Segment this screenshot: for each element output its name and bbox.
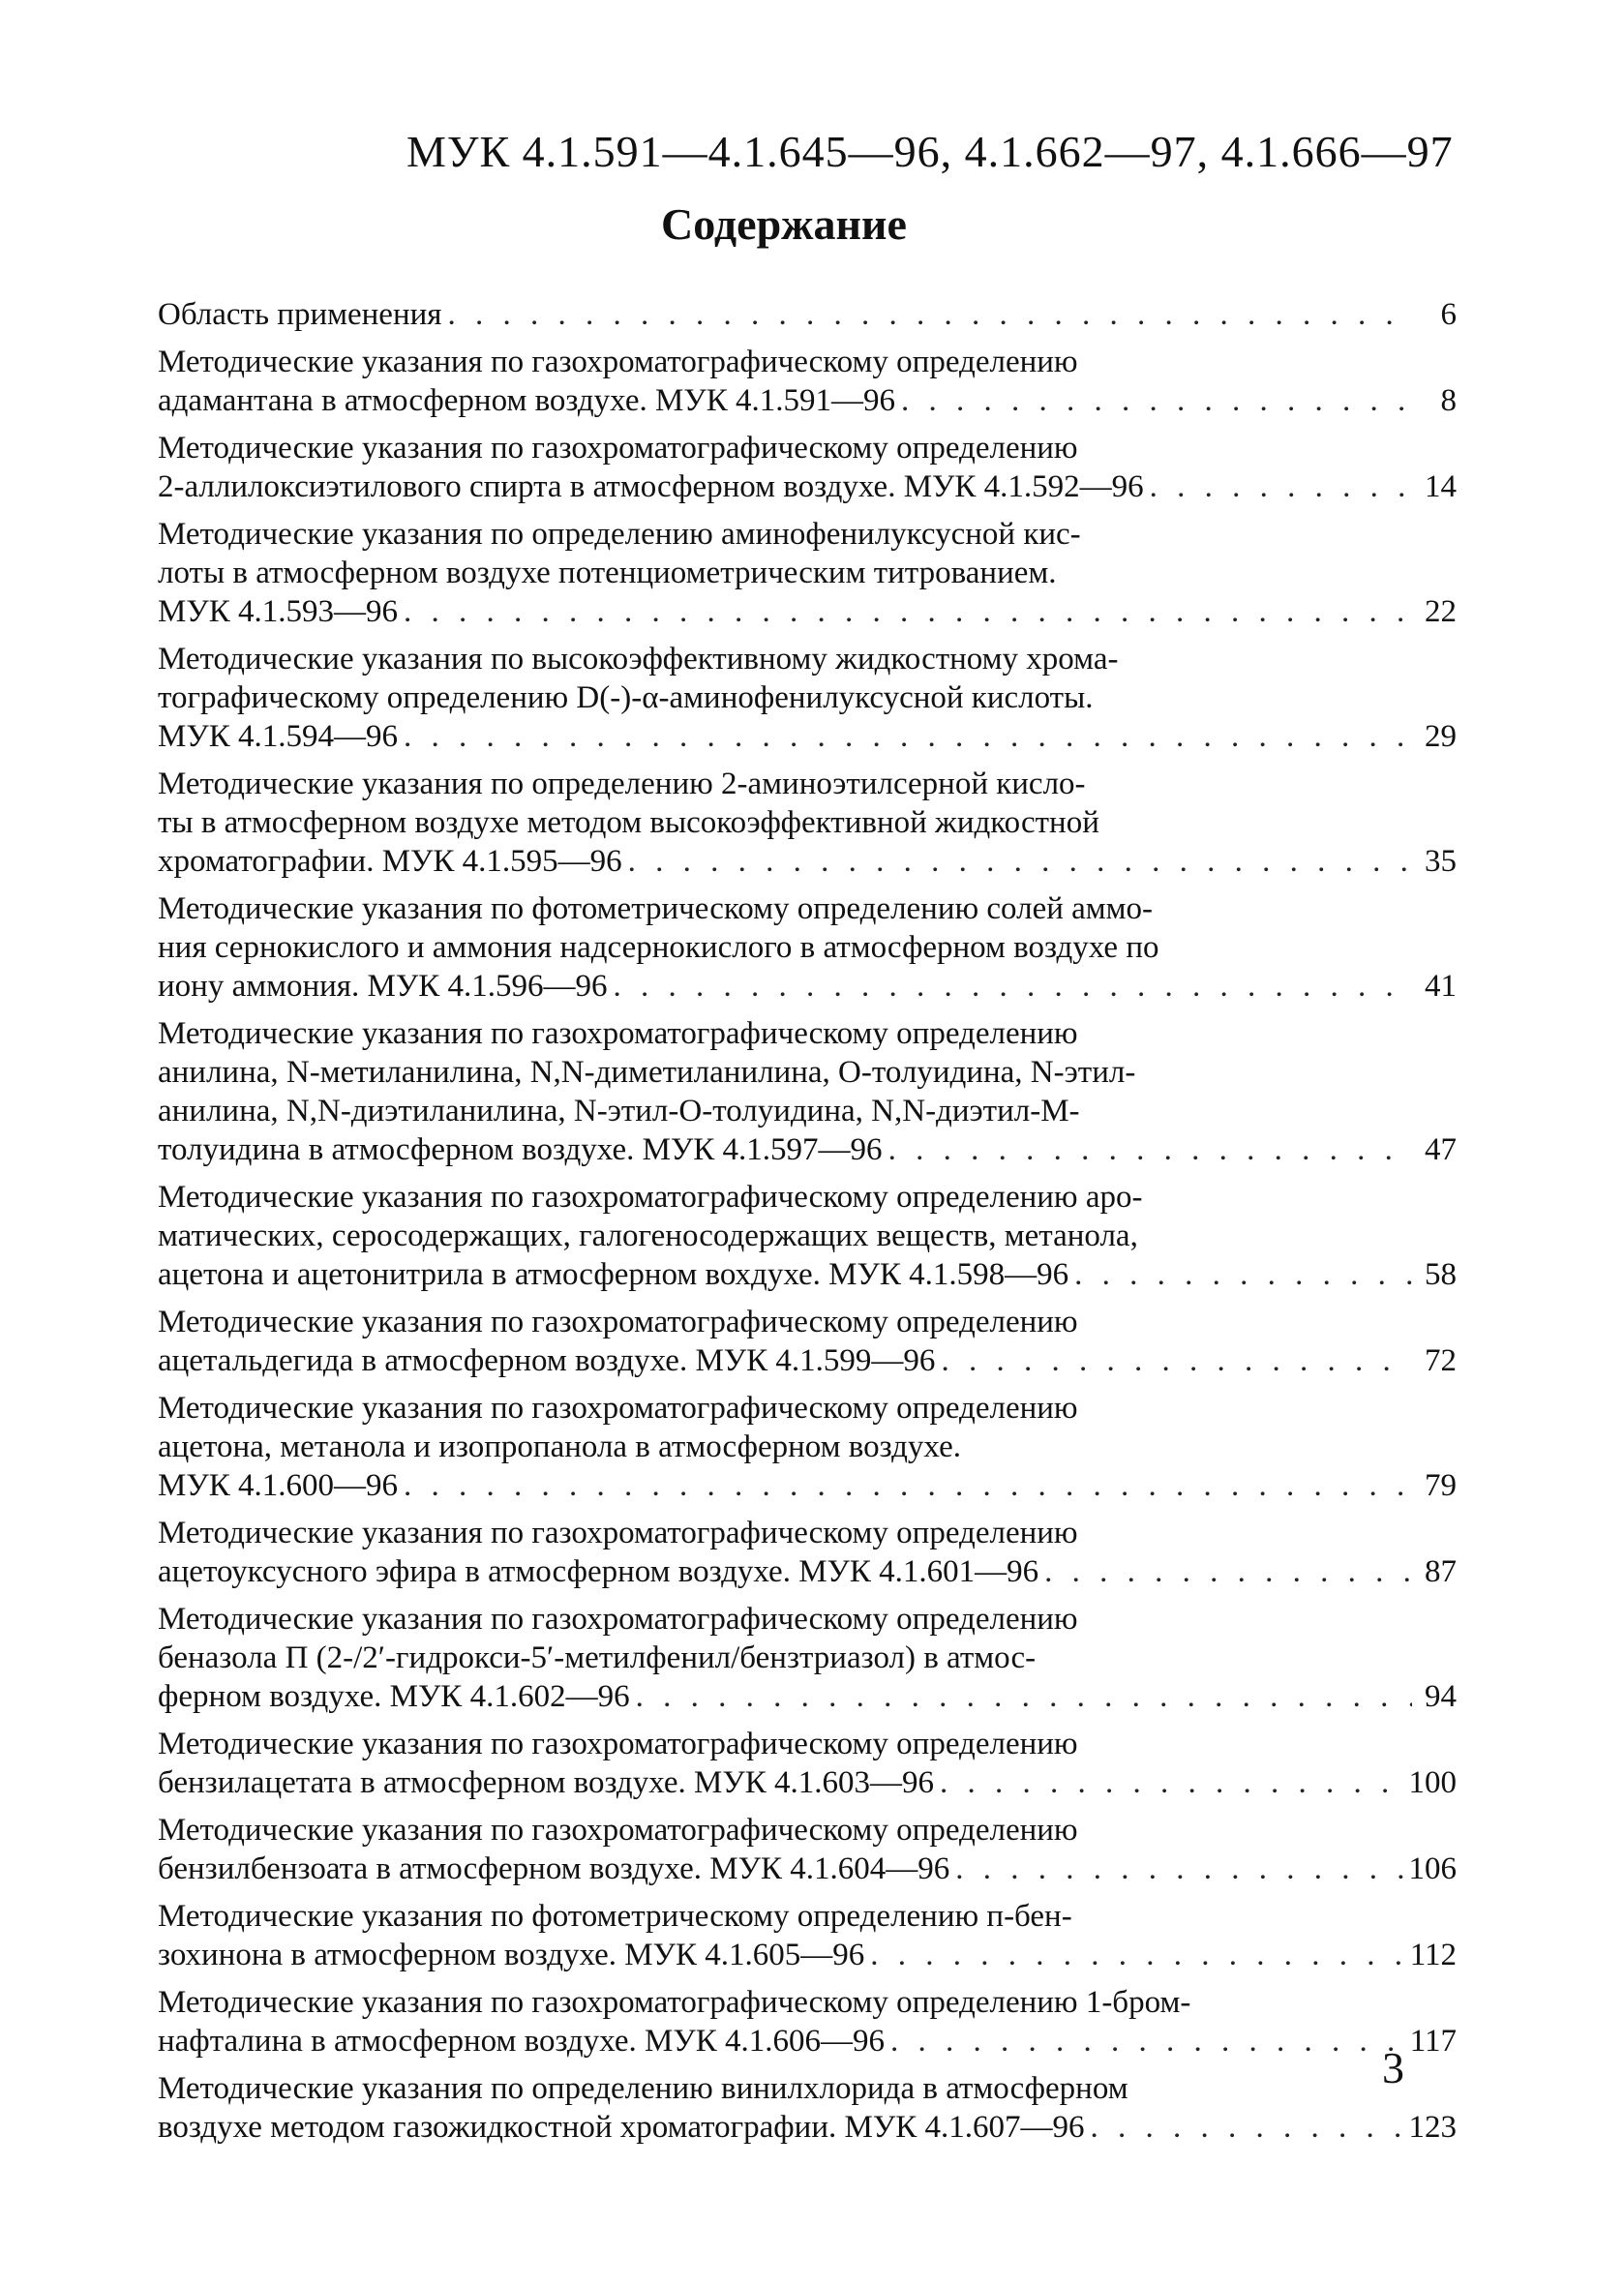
toc-page-number: 72: [1425, 1343, 1457, 1378]
toc-entry-title-line: тографическому определению D(-)-α-аминофенилуксусной кислоты.: [158, 680, 1094, 715]
dot-leader: [901, 381, 1412, 420]
toc-page-number: 100: [1408, 1765, 1457, 1800]
toc-page-number: 117: [1409, 2024, 1457, 2059]
dot-leader: [1150, 467, 1412, 506]
toc-entry-title-line: адамантана в атмосферном воздухе. МУК 4.1.591—96: [158, 383, 895, 418]
toc-entry: [158, 765, 1457, 881]
toc-page-number: 123: [1408, 2110, 1457, 2145]
toc-entry-title-line: Методические указания по газохроматографическому определению аро-: [158, 1180, 1143, 1215]
toc-entry: [158, 515, 1457, 631]
toc-entry-title-line: нафталина в атмосферном воздухе. МУК 4.1.606—96: [158, 2024, 886, 2059]
toc-entry-title-line: анилина, N-метиланилина, N,N-диметиланилина, О-толуидина, N-этил-: [158, 1055, 1136, 1090]
toc-entry-title-line: Методические указания по фотометрическому определению п-бен-: [158, 1899, 1072, 1934]
dot-leader: [941, 1341, 1412, 1380]
toc-entry-title-line: зохинона в атмосферном воздухе. МУК 4.1.605—96: [158, 1938, 865, 1972]
toc-entry-title-line: Методические указания по газохроматографическому определению: [158, 1813, 1078, 1848]
dot-leader: [613, 967, 1412, 1006]
toc-entry-title-line: 2-аллилоксиэтилового спирта в атмосферном воздухе. МУК 4.1.592—96: [158, 469, 1144, 504]
toc-entry: [158, 1389, 1457, 1505]
toc-entry-final-line: [158, 842, 1457, 881]
toc-entry-title-line: Методические указания по фотометрическому определению солей аммо-: [158, 891, 1154, 926]
toc-entry-title-line: Методические указания по газохроматографическому определению: [158, 345, 1078, 379]
toc-entry-final-line: [158, 967, 1457, 1006]
toc-entry-final-line: [158, 1936, 1457, 1974]
toc-entry-title-line: Методические указания по газохроматографическому определению: [158, 1727, 1078, 1761]
toc-entry-title-line: Методические указания по определению 2-аминоэтилсерной кисло-: [158, 767, 1086, 801]
toc-entry-title-line: Методические указания по газохроматографическому определению: [158, 431, 1078, 466]
toc-entry-final-line: [158, 2108, 1457, 2147]
toc-entry-final-line: [158, 592, 1457, 631]
toc-entry-title-line: ацетона и ацетонитрила в атмосферном вохдухе. МУК 4.1.598—96: [158, 1257, 1069, 1292]
toc-entry: [158, 1725, 1457, 1802]
toc-entry: [158, 343, 1457, 420]
toc-entry-final-line: [158, 717, 1457, 756]
toc-entry-title-line: бензилацетата в атмосферном воздухе. МУК 4.1.603—96: [158, 1765, 934, 1800]
toc-entry-title-line: матических, серосодержащих, галогеносодержащих веществ, метанола,: [158, 1218, 1138, 1253]
document-header-title: МУК 4.1.591—4.1.645—96, 4.1.662—97, 4.1.666—97: [406, 127, 1454, 176]
page-number: 3: [1382, 2043, 1404, 2092]
toc-entry: [158, 640, 1457, 756]
toc-entry-title-line: хроматографии. МУК 4.1.595—96: [158, 844, 622, 879]
dot-leader: [890, 2022, 1404, 2060]
toc-entry-title-line: ацетона, метанола и изопропанола в атмосферном воздухе.: [158, 1429, 961, 1464]
toc-entry-final-line: [158, 1677, 1457, 1716]
toc-entry-title-line: Методические указания по газохроматографическому определению: [158, 1602, 1078, 1637]
toc-page-number: 29: [1425, 719, 1457, 754]
dot-leader: [628, 842, 1412, 881]
toc-entry: [158, 889, 1457, 1006]
toc-entry: [158, 295, 1457, 334]
toc-entry-title-line: Методические указания по газохроматографическому определению 1-бром-: [158, 1985, 1191, 2020]
toc-entry: [158, 1811, 1457, 1888]
toc-page-number: 47: [1425, 1132, 1457, 1167]
dot-leader: [870, 1936, 1403, 1974]
dot-leader: [404, 592, 1412, 631]
toc-page-number: 58: [1425, 1257, 1457, 1292]
dot-leader: [636, 1677, 1412, 1716]
toc-entry-title-line: ацетоуксусного эфира в атмосферном воздухе. МУК 4.1.601—96: [158, 1554, 1039, 1589]
toc-page-number: 87: [1425, 1554, 1457, 1589]
dot-leader: [404, 717, 1412, 756]
toc-entry-title-line: МУК 4.1.594—96: [158, 719, 398, 754]
toc-entry-title-line: ферном воздухе. МУК 4.1.602—96: [158, 1679, 630, 1714]
toc-page-number: 14: [1425, 469, 1457, 504]
toc-entry-title-line: Методические указания по высокоэффективному жидкостному хрома-: [158, 642, 1119, 677]
dot-leader: [1090, 2108, 1402, 2147]
dot-leader: [955, 1850, 1402, 1888]
table-of-contents: [158, 295, 1457, 2155]
toc-entry: [158, 2069, 1457, 2147]
dot-leader: [888, 1130, 1412, 1169]
toc-entry-title-line: Методические указания по определению аминофенилуксусной кис-: [158, 517, 1081, 552]
toc-entry: [158, 1178, 1457, 1294]
toc-entry: [158, 429, 1457, 506]
toc-page-number: 79: [1425, 1468, 1457, 1503]
toc-entry-final-line: [158, 2022, 1457, 2060]
toc-entry-final-line: [158, 1341, 1457, 1380]
toc-page-number: 41: [1425, 969, 1457, 1004]
toc-entry-title-line: Область применения: [158, 297, 442, 332]
toc-entry-title-line: Методические указания по газохроматографическому определению: [158, 1305, 1078, 1339]
toc-page-number: 8: [1440, 383, 1457, 418]
dot-leader: [404, 1466, 1412, 1505]
toc-entry-title-line: МУК 4.1.593—96: [158, 594, 398, 629]
dot-leader: [1044, 1552, 1412, 1591]
toc-page-number: 106: [1408, 1851, 1457, 1886]
toc-entry-title-line: ты в атмосферном воздухе методом высокоэффективной жидкостной: [158, 805, 1099, 840]
dot-leader: [447, 295, 1412, 334]
toc-entry-final-line: [158, 467, 1457, 506]
toc-entry-final-line: [158, 1552, 1457, 1591]
toc-entry-final-line: [158, 381, 1457, 420]
toc-entry-final-line: [158, 1130, 1457, 1169]
toc-entry: [158, 1014, 1457, 1169]
toc-entry-title-line: лоты в атмосферном воздухе потенциометрическим титрованием.: [158, 556, 1057, 590]
dot-leader: [940, 1763, 1403, 1802]
toc-page-number: 112: [1409, 1938, 1457, 1972]
toc-page-number: 94: [1425, 1679, 1457, 1714]
toc-entry-title-line: ния сернокислого и аммония надсернокислого в атмосферном воздухе по: [158, 930, 1159, 965]
toc-entry-title-line: Методические указания по газохроматографическому определению: [158, 1391, 1078, 1426]
toc-entry-title-line: Методические указания по определению винилхлорида в атмосферном: [158, 2071, 1128, 2106]
toc-entry-final-line: [158, 1850, 1457, 1888]
toc-entry: [158, 1514, 1457, 1591]
toc-entry-final-line: [158, 1466, 1457, 1505]
toc-entry: [158, 1600, 1457, 1716]
toc-page-number: 6: [1440, 297, 1457, 332]
toc-entry-title-line: бензилбензоата в атмосферном воздухе. МУК 4.1.604—96: [158, 1851, 950, 1886]
toc-entry: [158, 1983, 1457, 2060]
toc-entry-final-line: [158, 295, 1457, 334]
toc-page-number: 35: [1425, 844, 1457, 879]
toc-entry-title-line: анилина, N,N-диэтиланилина, N-этил-О-толуидина, N,N-диэтил-М-: [158, 1094, 1080, 1128]
toc-entry-title-line: Методические указания по газохроматографическому определению: [158, 1016, 1078, 1051]
toc-entry-title-line: толуидина в атмосферном воздухе. МУК 4.1.597—96: [158, 1132, 883, 1167]
dot-leader: [1074, 1255, 1412, 1294]
toc-entry-title-line: ацетальдегида в атмосферном воздухе. МУК 4.1.599—96: [158, 1343, 936, 1378]
toc-entry: [158, 1303, 1457, 1380]
toc-entry: [158, 1897, 1457, 1974]
toc-entry-title-line: воздухе методом газожидкостной хроматографии. МУК 4.1.607—96: [158, 2110, 1085, 2145]
toc-entry-title-line: МУК 4.1.600—96: [158, 1468, 398, 1503]
toc-entry-title-line: Методические указания по газохроматографическому определению: [158, 1516, 1078, 1550]
toc-entry-title-line: иону аммония. МУК 4.1.596—96: [158, 969, 608, 1004]
toc-entry-final-line: [158, 1763, 1457, 1802]
toc-entry-final-line: [158, 1255, 1457, 1294]
contents-heading: Содержание: [661, 199, 907, 249]
toc-page-number: 22: [1425, 594, 1457, 629]
toc-entry-title-line: беназола П (2-/2′-гидрокси-5′-метилфенил/бензтриазол) в атмос-: [158, 1640, 1037, 1675]
